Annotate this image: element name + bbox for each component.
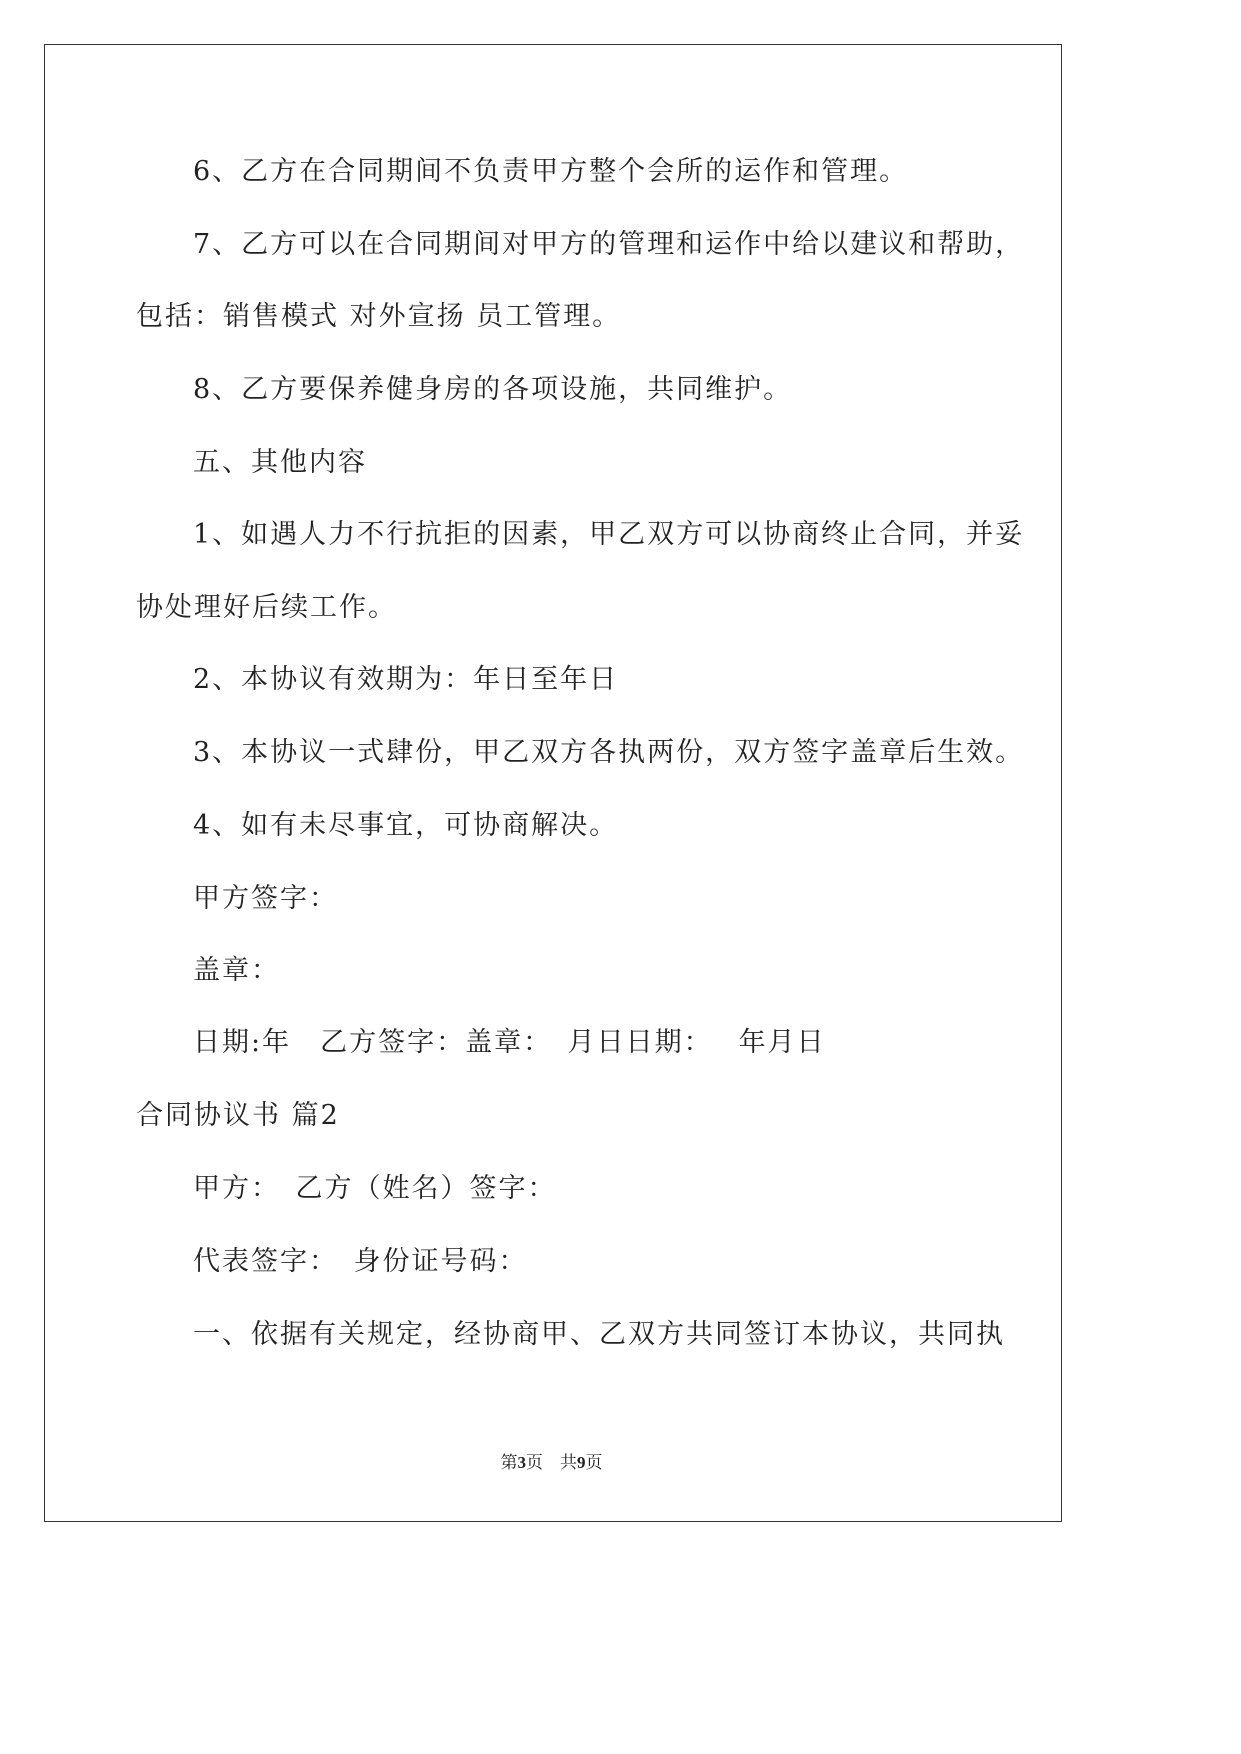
page-border	[44, 44, 1062, 1522]
other-clause-1: 1、如遇人力不行抗拒的因素，甲乙双方可以协商终止合同，并妥	[193, 519, 1025, 550]
section-one-clause: 一、依据有关规定，经协商甲、乙双方共同签订本协议，共同执	[193, 1319, 1005, 1350]
footer-suffix: 页	[585, 1453, 603, 1472]
page-footer	[0, 1452, 1103, 1474]
seal-label: 盖章：	[193, 955, 280, 986]
date-signature-line: 日期:年 乙方签字：盖章： 月日日期： 年月日	[193, 1027, 826, 1058]
clause-6: 6、乙方在合同期间不负责甲方整个会所的运作和管理。	[193, 156, 909, 187]
footer-page-number: 3	[517, 1453, 526, 1472]
footer-prefix: 第	[500, 1453, 518, 1472]
contract-title-part-2: 合同协议书 篇2	[136, 1100, 340, 1131]
other-clause-4: 4、如有未尽事宜，可协商解决。	[193, 810, 619, 841]
other-clause-3: 3、本协议一式肆份，甲乙双方各执两份，双方签字盖章后生效。	[193, 737, 1025, 768]
representative-line: 代表签字： 身份证号码：	[193, 1246, 528, 1277]
other-clause-1-continued: 协处理好后续工作。	[136, 592, 397, 623]
other-clause-2: 2、本协议有效期为：年日至年日	[193, 664, 619, 695]
footer-total-pages: 9	[577, 1453, 586, 1472]
clause-7: 7、乙方可以在合同期间对甲方的管理和运作中给以建议和帮助，	[193, 229, 1025, 260]
clause-8: 8、乙方要保养健身房的各项设施，共同维护。	[193, 374, 793, 405]
footer-middle: 页 共	[526, 1453, 577, 1472]
clause-7-continued: 包括：销售模式 对外宣扬 员工管理。	[136, 301, 622, 332]
section-heading-other: 五、其他内容	[193, 447, 367, 478]
parties-line: 甲方： 乙方（姓名）签字：	[193, 1173, 557, 1204]
party-a-signature-label: 甲方签字：	[193, 883, 338, 914]
